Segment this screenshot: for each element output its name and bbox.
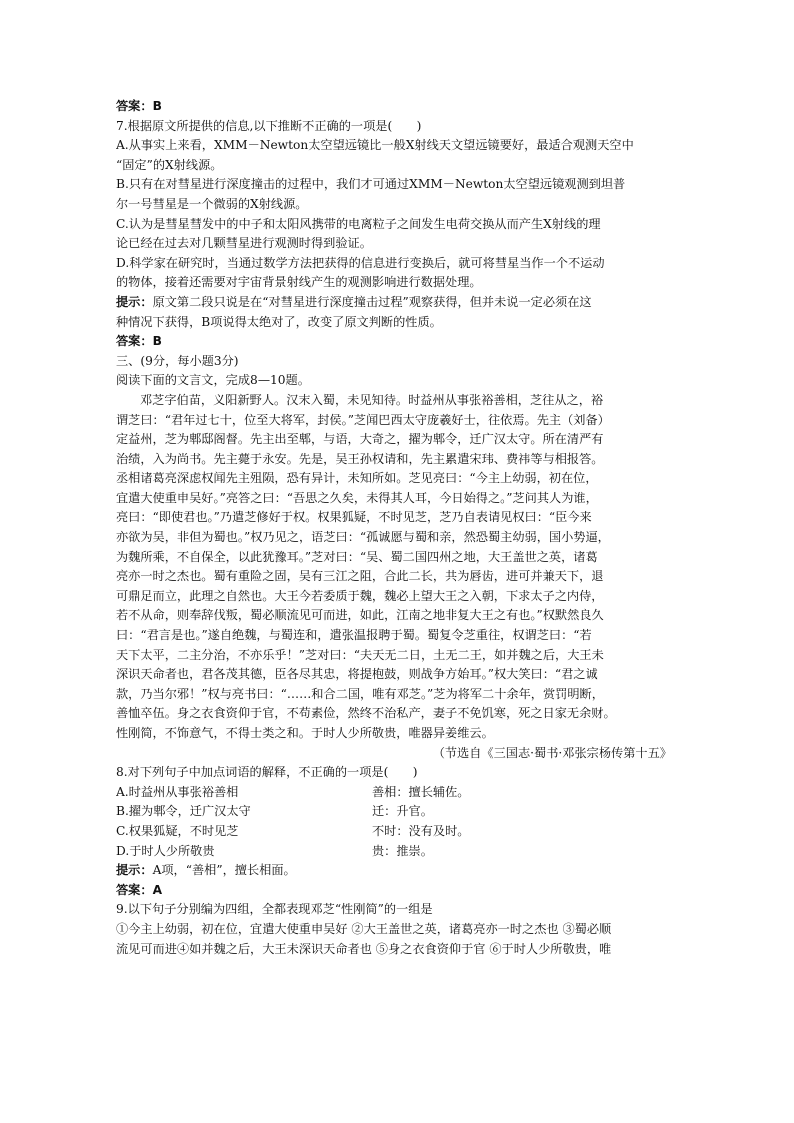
passage-source: （节选自《三国志·蜀书·邓张宗杨传第十五》 — [432, 745, 672, 760]
passage-line: 曰：“君言是也。”遂自绝魏，与蜀连和，遣张温报聘于蜀。蜀复令芝重往，权谓芝曰：“若 — [116, 628, 592, 643]
passage-line: 定益州，芝为郫邸阁督。先主出至郫，与语，大奇之，擢为郫令，迁广汉太守。所在清严有 — [116, 432, 604, 447]
q7-option-a-line1: A.从事实上来看，XMM－Newton太空望远镜比一般X射线天文望远镜要好，最适合观测天空中 — [116, 138, 634, 153]
q7-hint-line1: 原文第二段只说是在“对彗星进行深度撞击过程”观察获得，但并未说一定必须在这 — [152, 294, 592, 309]
q8-option-row — [116, 783, 684, 803]
q7-answer — [116, 332, 684, 352]
q7-option-b-line1: B.只有在对彗星进行深度撞击的过程中，我们才可通过XMM－Newton太空望远镜观测到坦普 — [116, 177, 626, 192]
q9-stem: 9.以下句子分别编为四组，全都表现邓芝“性刚简”的一组是 — [116, 902, 433, 917]
passage-line: 若不从命，则奉辞伐叛，蜀必顺流见可而进，如此，江南之地非复大王之有也。”权默然良久 — [116, 608, 604, 623]
q8-sentence: D.于时人少所敬贵 — [116, 843, 215, 858]
passage-line: 款，乃当尔邪！”权与亮书曰：“……和合二国，唯有邓芝。”芝为将军二十余年，赏罚明断， — [116, 686, 604, 701]
q6-answer — [116, 97, 684, 117]
q7-option-d-line2: 的物体，接着还需要对宇宙背景射线产生的观测影响进行数据处理。 — [116, 275, 482, 290]
q8-option-row — [116, 842, 684, 862]
q7-option-c-line1: C.认为是彗星彗发中的中子和太阳风携带的电离粒子之间发生电荷交换从而产生X射线的理 — [116, 216, 601, 231]
q8-gloss: 迁：升官。 — [372, 804, 433, 819]
q9-line: ①今主上幼弱，初在位，宜遣大使重申吴好 ②大王盖世之英，诸葛亮亦一时之杰也 ③蜀必顺 — [116, 921, 612, 936]
q8-option-row — [116, 802, 684, 822]
q8-gloss: 贵：推崇。 — [372, 843, 433, 858]
q8-answer — [116, 881, 684, 901]
passage-line: 宜遣大使重申吴好。”亮答之曰：“吾思之久矣，未得其人耳，今日始得之。”芝问其人为谁， — [116, 490, 598, 505]
section-3-title: 三、(9分，每小题3分) — [116, 353, 239, 368]
answer-value: A — [152, 882, 162, 897]
passage-line: 深识天命者也，君各茂其德，臣各尽其忠，将提枹鼓，则战争方始耳。”权大笑曰：“君之诚 — [116, 667, 598, 682]
q8-option-row — [116, 822, 684, 842]
hint-label: 提示： — [116, 294, 153, 309]
answer-label: 答案： — [116, 882, 153, 897]
answer-label: 答案： — [116, 99, 153, 113]
q7-hint-line2: 种情况下获得，B项说得太绝对了，改变了原文判断的性质。 — [116, 314, 442, 329]
q8-gloss: 不时：没有及时。 — [372, 823, 470, 838]
q8-sentence: A.时益州从事张裕善相 — [116, 784, 239, 799]
passage-line: 可鼎足而立，此理之自然也。大王今若委质于魏，魏必上望大王之入朝，下求太子之内侍， — [116, 588, 604, 603]
q8-sentence: B.擢为郫令，迁广汉太守 — [116, 804, 251, 819]
document-content — [116, 97, 684, 959]
q7-option-d-line1: D.科学家在研究时，当通过数学方法把获得的信息进行变换后，就可将彗星当作一个不运动 — [116, 255, 605, 270]
q7-option-b-line2: 尔一号彗星是一个微弱的X射线源。 — [116, 196, 308, 211]
q8-sentence: C.权果狐疑，不时见芝 — [116, 823, 239, 838]
passage-line: 天下太平，二主分治，不亦乐乎！”芝对曰：“夫天无二日，土无二王，如并魏之后，大王未 — [116, 647, 604, 662]
q8-gloss: 善相：擅长辅佐。 — [372, 784, 470, 799]
passage-line: 亦欲为吴，非但为蜀也。”权乃见之，语芝曰：“孤诚愿与蜀和亲，然恐蜀主幼弱，国小势逼， — [116, 530, 610, 545]
q8-hint — [116, 861, 684, 881]
section-3-instruction: 阅读下面的文言文，完成8—10题。 — [116, 373, 310, 388]
q7-option-a-line2: “固定”的X射线源。 — [116, 157, 223, 172]
passage-line: 善恤卒伍。身之衣食资仰于官，不苟素俭，然终不治私产，妻子不免饥寒，死之日家无余财。 — [116, 706, 616, 721]
answer-value: B — [152, 99, 162, 113]
q8-hint-text: A项，“善相”，擅长相面。 — [152, 863, 296, 878]
passage-line: 亮曰：“即使君也。”乃遣芝修好于权。权果狐疑，不时见芝，芝乃自表请见权曰：“臣今来 — [116, 510, 592, 525]
passage-line: 亮亦一时之杰也。蜀有重险之固，吴有三江之阻，合此二长，共为唇齿，进可并兼天下，退 — [116, 569, 604, 584]
answer-label: 答案： — [116, 334, 153, 349]
classical-passage — [116, 391, 684, 763]
passage-line: 丞相诸葛亮深虑权闻先主殂陨，恐有异计，未知所如。芝见亮曰：“今主上幼弱，初在位， — [116, 471, 598, 486]
q7-hint — [116, 293, 684, 313]
passage-line: 治绩，入为尚书。先主薨于永安。先是，吴王孙权请和，先主累遣宋玮、费祎等与相报答。 — [116, 451, 604, 466]
q7-stem: 7.根据原文所提供的信息,以下推断不正确的一项是( ) — [116, 118, 422, 133]
passage-line: 邓芝字伯苗，义阳新野人。汉末入蜀，未见知待。时益州从事张裕善相，芝往从之，裕 — [140, 392, 604, 407]
q8-stem: 8.对下列句子中加点词语的解释，不正确的一项是( ) — [116, 765, 418, 780]
answer-value: B — [152, 334, 162, 349]
hint-label: 提示： — [116, 863, 153, 878]
q7-option-c-line2: 论已经在过去对几颗彗星进行观测时得到验证。 — [116, 236, 372, 251]
passage-line: 性刚简，不饰意气，不得士类之和。于时人少所敬贵，唯器异姜维云。 — [116, 726, 494, 740]
passage-line: 为魏所乘，不自保全，以此犹豫耳。”芝对曰：“吴、蜀二国四州之地，大王盖世之英，诸葛 — [116, 549, 598, 564]
passage-line: 谓芝曰：“君年过七十，位至大将军，封侯。”芝闻巴西太守庞羲好士，往依焉。先主（刘备） — [116, 412, 610, 427]
q9-line: 流见可而进④如并魏之后，大王未深识天命者也 ⑤身之衣食资仰于官 ⑥于时人少所敬贵，唯 — [116, 941, 612, 956]
